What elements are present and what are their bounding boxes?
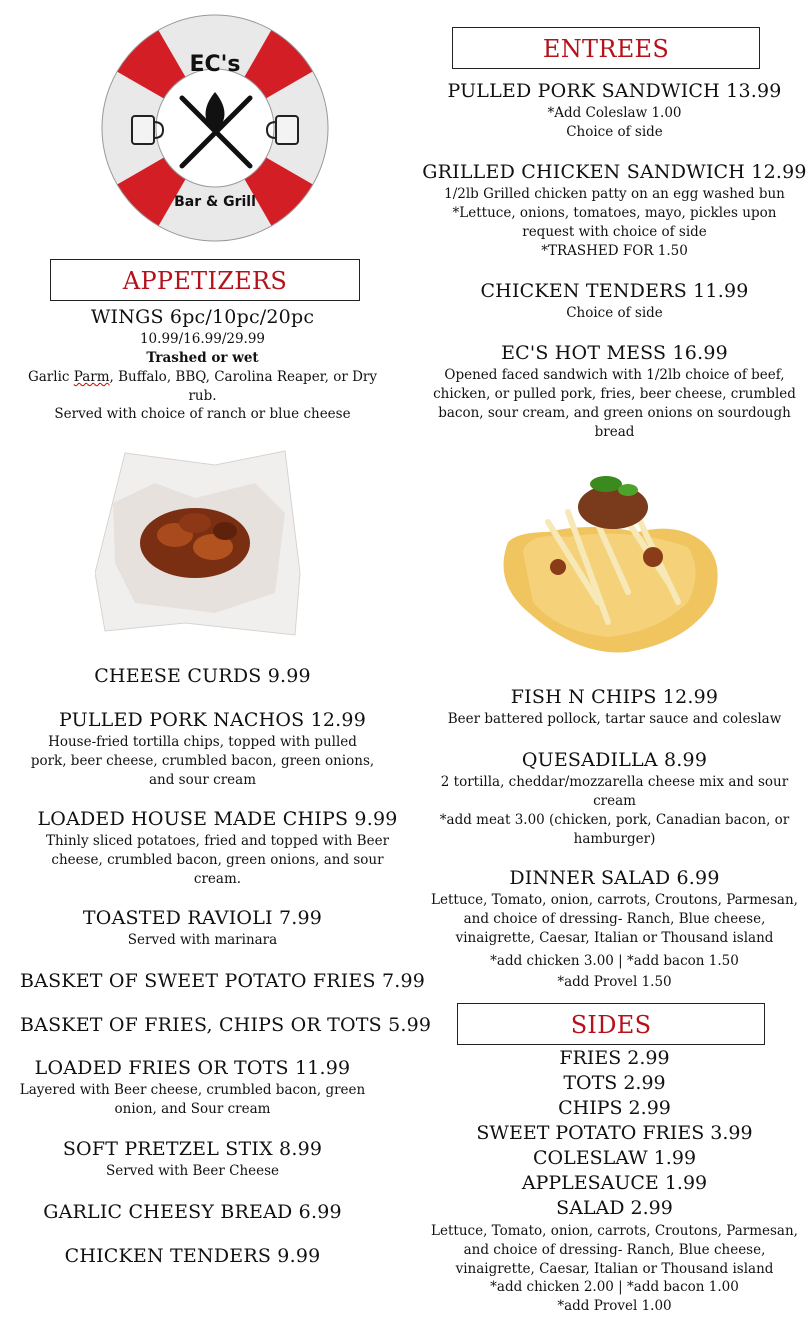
sides-header-label: SIDES (570, 1011, 652, 1039)
nachos-desc: and sour cream (148, 772, 257, 788)
logo (100, 10, 330, 250)
loaded-fries-title: LOADED FRIES OR TOTS 11.99 (34, 1057, 351, 1079)
wings-sauces-line2: rub. (188, 388, 217, 404)
nachos-title: PULLED PORK NACHOS 12.99 (58, 709, 367, 731)
pretzel-desc: Served with Beer Cheese (105, 1163, 280, 1179)
side-item: FRIES 2.99 (559, 1047, 670, 1069)
entree-tenders-title: CHICKEN TENDERS 11.99 (480, 280, 749, 302)
pulled-pork-desc: *Add Coleslaw 1.00 (547, 105, 682, 121)
grilled-chicken-desc: *TRASHED FOR 1.50 (541, 243, 688, 259)
appetizers-header-label: APPETIZERS (122, 267, 288, 295)
entree-tenders-desc: Choice of side (566, 305, 663, 321)
ravioli-title: TOASTED RAVIOLI 7.99 (82, 907, 323, 929)
side-item: APPLESAUCE 1.99 (521, 1172, 708, 1194)
dinner-salad-desc: and choice of dressing- Ranch, Blue cheese, (463, 911, 766, 927)
quesadilla-desc: *add meat 3.00 (chicken, pork, Canadian bacon, or (439, 812, 790, 828)
side-item: CHIPS 2.99 (558, 1097, 671, 1119)
app-tenders-title: CHICKEN TENDERS 9.99 (64, 1245, 321, 1267)
dinner-salad-desc: Lettuce, Tomato, onion, carrots, Croutons, Parmesan, (431, 892, 798, 908)
hot-mess-desc: bread (594, 424, 635, 440)
grilled-chicken-title: GRILLED CHICKEN SANDWICH 12.99 (422, 161, 807, 183)
pretzel-title: SOFT PRETZEL STIX 8.99 (62, 1138, 323, 1160)
loaded-fries-desc: Layered with Beer cheese, crumbled bacon, green (19, 1082, 366, 1098)
dinner-salad-desc: vinaigrette, Caesar, Italian or Thousand island (455, 930, 774, 946)
wings-served: Served with choice of ranch or blue cheese (54, 406, 351, 422)
loaded-fries-desc: onion, and Sour cream (114, 1101, 271, 1117)
loaded-chips-title: LOADED HOUSE MADE CHIPS 9.99 (37, 808, 398, 830)
hot-mess-desc: chicken, or pulled pork, fries, beer cheese, crumbled (433, 386, 796, 402)
wings-style: Trashed or wet (146, 350, 259, 366)
grilled-chicken-desc: request with choice of side (522, 224, 707, 240)
basket-fries-title: BASKET OF FRIES, CHIPS OR TOTS 5.99 (20, 1014, 432, 1036)
side-item: TOTS 2.99 (563, 1072, 666, 1094)
hot-mess-desc: Opened faced sandwich with 1/2lb choice of beef, (444, 367, 785, 383)
side-salad-desc: vinaigrette, Caesar, Italian or Thousand island (455, 1261, 774, 1277)
entrees-header-label: ENTREES (542, 35, 670, 63)
hot-mess-title: EC'S HOT MESS 16.99 (501, 342, 728, 364)
quesadilla-title: QUESADILLA 8.99 (521, 749, 708, 771)
side-salad-desc: Lettuce, Tomato, onion, carrots, Croutons, Parmesan, (431, 1223, 798, 1239)
side-item: SALAD 2.99 (556, 1197, 673, 1219)
loaded-chips-desc: cheese, crumbled bacon, green onions, and sour (51, 852, 384, 868)
hot-mess-photo (488, 462, 728, 662)
pulled-pork-title: PULLED PORK SANDWICH 13.99 (447, 80, 782, 102)
grilled-chicken-desc: 1/2lb Grilled chicken patty on an egg washed bun (444, 186, 785, 202)
side-item: COLESLAW 1.99 (532, 1147, 697, 1169)
logo-subtitle: Bar & Grill (174, 194, 256, 210)
entrees-header (452, 27, 760, 69)
wings-sauce-text: , Buffalo, BBQ, Carolina Reaper, or Dry (109, 369, 378, 385)
wings-sauce-text: Garlic (27, 369, 74, 385)
wings-title: WINGS 6pc/10pc/20pc (90, 306, 315, 328)
appetizers-header (50, 259, 360, 301)
side-salad-addon: *add Provel 1.00 (557, 1298, 672, 1314)
loaded-chips-desc: cream. (193, 871, 242, 887)
dinner-salad-addon: *add chicken 3.00 | *add bacon 1.50 (490, 953, 739, 969)
garlic-bread-title: GARLIC CHEESY BREAD 6.99 (43, 1201, 342, 1223)
wings-sauce-parm: Parm (73, 369, 110, 385)
logo-title: EC's (189, 52, 241, 77)
wings-photo (95, 443, 305, 638)
fish-title: FISH N CHIPS 12.99 (510, 686, 719, 708)
wings-prices: 10.99/16.99/29.99 (139, 331, 266, 347)
cheese-curds-title: CHEESE CURDS 9.99 (94, 665, 311, 687)
fish-desc: Beer battered pollock, tartar sauce and coleslaw (447, 711, 782, 727)
pulled-pork-desc: Choice of side (566, 124, 663, 140)
wings-sauces (0, 368, 405, 387)
side-salad-addon: *add chicken 2.00 | *add bacon 1.00 (490, 1279, 739, 1295)
sides-header (457, 1003, 765, 1045)
sweet-fries-title: BASKET OF SWEET POTATO FRIES 7.99 (20, 970, 426, 992)
nachos-desc: House-fried tortilla chips, topped with pulled (48, 734, 357, 750)
side-salad-desc: and choice of dressing- Ranch, Blue cheese, (463, 1242, 766, 1258)
dinner-salad-addon: *add Provel 1.50 (557, 974, 672, 990)
quesadilla-desc: hamburger) (573, 831, 656, 847)
quesadilla-desc: 2 tortilla, cheddar/mozzarella cheese mix and sour (440, 774, 789, 790)
nachos-desc: pork, beer cheese, crumbled bacon, green onions, (30, 753, 375, 769)
grilled-chicken-desc: *Lettuce, onions, tomatoes, mayo, pickles upon (452, 205, 777, 221)
loaded-chips-desc: Thinly sliced potatoes, fried and topped with Beer (45, 833, 390, 849)
side-item: SWEET POTATO FRIES 3.99 (476, 1122, 753, 1144)
dinner-salad-title: DINNER SALAD 6.99 (509, 867, 720, 889)
quesadilla-desc: cream (593, 793, 636, 809)
ravioli-desc: Served with marinara (127, 932, 278, 948)
hot-mess-desc: bacon, sour cream, and green onions on sourdough (438, 405, 791, 421)
